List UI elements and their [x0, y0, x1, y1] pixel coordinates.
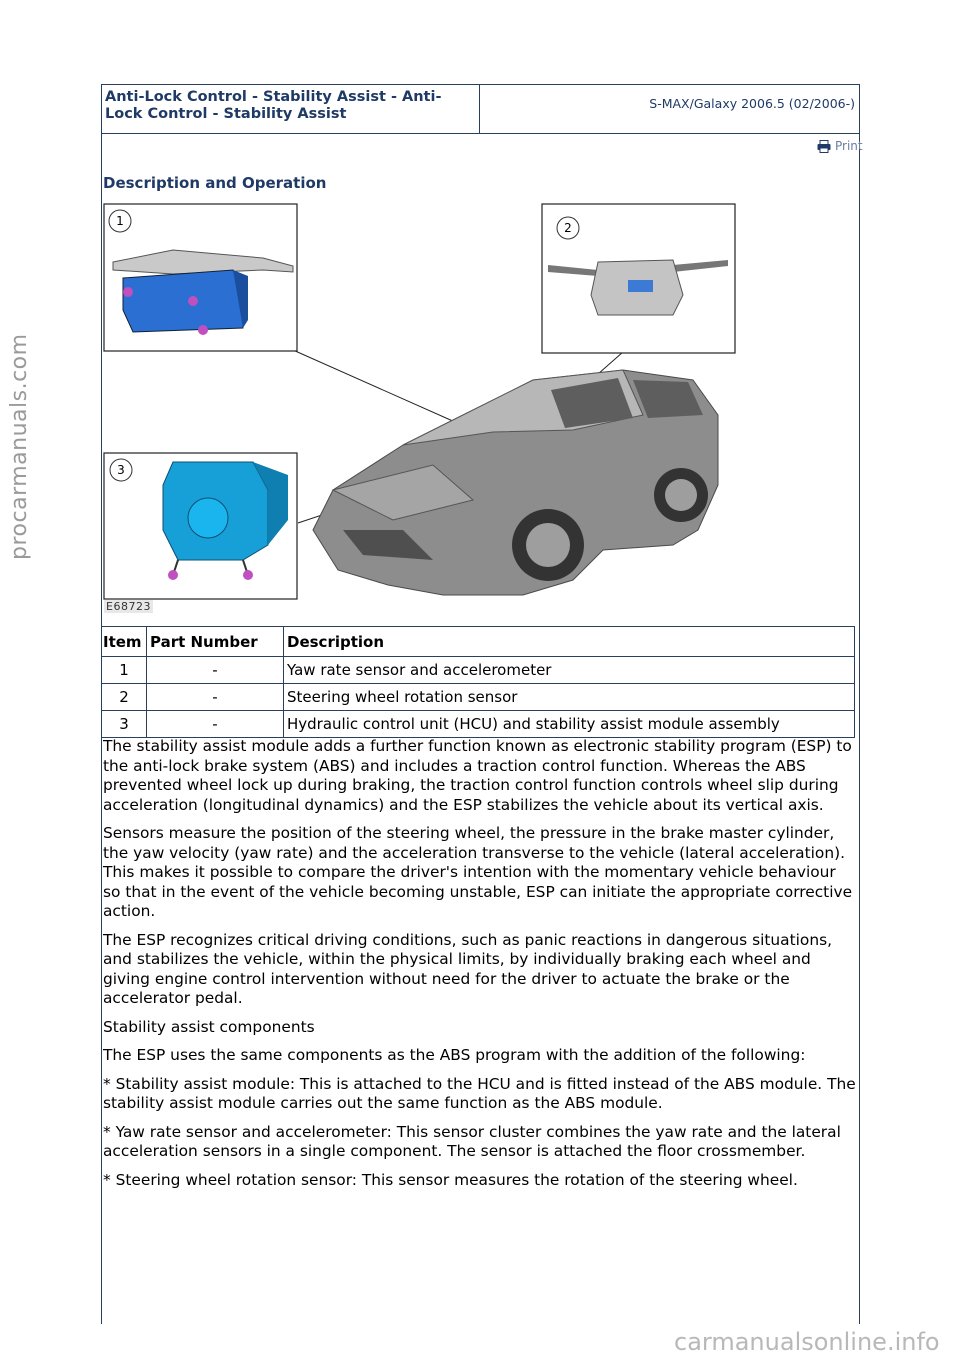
- section-title: Description and Operation: [103, 174, 327, 192]
- row-part: -: [147, 657, 284, 684]
- list-item: * Steering wheel rotation sensor: This sensor measures the rotation of the steering wheel.: [103, 1170, 798, 1189]
- page-header: [101, 84, 860, 134]
- col-header-description: Description: [284, 627, 855, 657]
- table-row: [102, 657, 855, 684]
- component-location-figure: [103, 200, 855, 618]
- print-link[interactable]: [817, 139, 863, 153]
- table-row: [102, 684, 855, 711]
- row-part: -: [147, 711, 284, 738]
- figure-code: E68723: [106, 600, 151, 613]
- row-item: 2: [102, 684, 147, 711]
- table-row: [102, 711, 855, 738]
- row-desc: Hydraulic control unit (HCU) and stability assist module assembly: [284, 711, 855, 738]
- callout-2: 2: [564, 221, 572, 235]
- callout-1: 1: [116, 214, 124, 228]
- paragraph: Sensors measure the position of the steering wheel, the pressure in the brake master cylinder, the yaw velocity (yaw rate) and the acceleration transverse to the vehicle (lateral acceleration). This makes it possible to compare the driver's intention with the momentary vehicle behaviour so that in the event of the vehicle becoming unstable, ESP can initiate the appropriate corrective action.: [103, 824, 853, 920]
- title-line-1: Anti-Lock Control - Stability Assist - Anti-: [105, 89, 442, 105]
- yaw-rate-sensor-view: [104, 204, 297, 351]
- paragraph: The ESP uses the same components as the ABS program with the addition of the following:: [103, 1046, 806, 1064]
- hcu-module-view: [104, 453, 297, 599]
- steering-sensor-view: [542, 204, 735, 353]
- vehicle-model: S-MAX/Galaxy 2006.5 (02/2006-): [649, 96, 855, 111]
- page-title: [102, 85, 480, 133]
- callout-3: 3: [117, 463, 125, 477]
- side-watermark: procarmanuals.com: [7, 333, 32, 560]
- parts-table: [101, 626, 855, 738]
- list-item: * Yaw rate sensor and accelerometer: This sensor cluster combines the yaw rate and the lateral acceleration sensors in a single component. The sensor is attached the floor crossmember.: [103, 1122, 841, 1160]
- vehicle-illustration: [313, 370, 718, 595]
- row-item: 3: [102, 711, 147, 738]
- row-desc: Yaw rate sensor and accelerometer: [284, 657, 855, 684]
- col-header-item: Item: [102, 627, 147, 657]
- body-text: [103, 737, 857, 1199]
- row-desc: Steering wheel rotation sensor: [284, 684, 855, 711]
- paragraph: The ESP recognizes critical driving conditions, such as panic reactions in dangerous situations, and stabilizes the vehicle, within the physical limits, by individually braking each wheel and giving engine control intervention without need for the driver to actuate the brake or the accelerator pedal.: [103, 930, 832, 1007]
- list-item: * Stability assist module: This is attached to the HCU and is fitted instead of the ABS module. The stability assist module carries out the same function as the ABS module.: [103, 1074, 856, 1112]
- col-header-part-number: Part Number: [147, 627, 284, 657]
- table-header-row: [102, 627, 855, 657]
- row-item: 1: [102, 657, 147, 684]
- title-line-2: Lock Control - Stability Assist: [105, 106, 347, 122]
- paragraph: The stability assist module adds a further function known as electronic stability program (ESP) to the anti-lock brake system (ABS) and includes a traction control function. Whereas the ABS prevented wheel lock up during braking, the traction control function controls wheel slip during acceleration (longitudinal dynamics) and the ESP stabilizes the vehicle about its vertical axis.: [103, 737, 852, 814]
- row-part: -: [147, 684, 284, 711]
- printer-icon: [817, 140, 831, 153]
- footer-watermark: carmanualsonline.info: [674, 1328, 940, 1356]
- subheading: Stability assist components: [103, 1017, 315, 1036]
- print-label: Print: [835, 139, 863, 153]
